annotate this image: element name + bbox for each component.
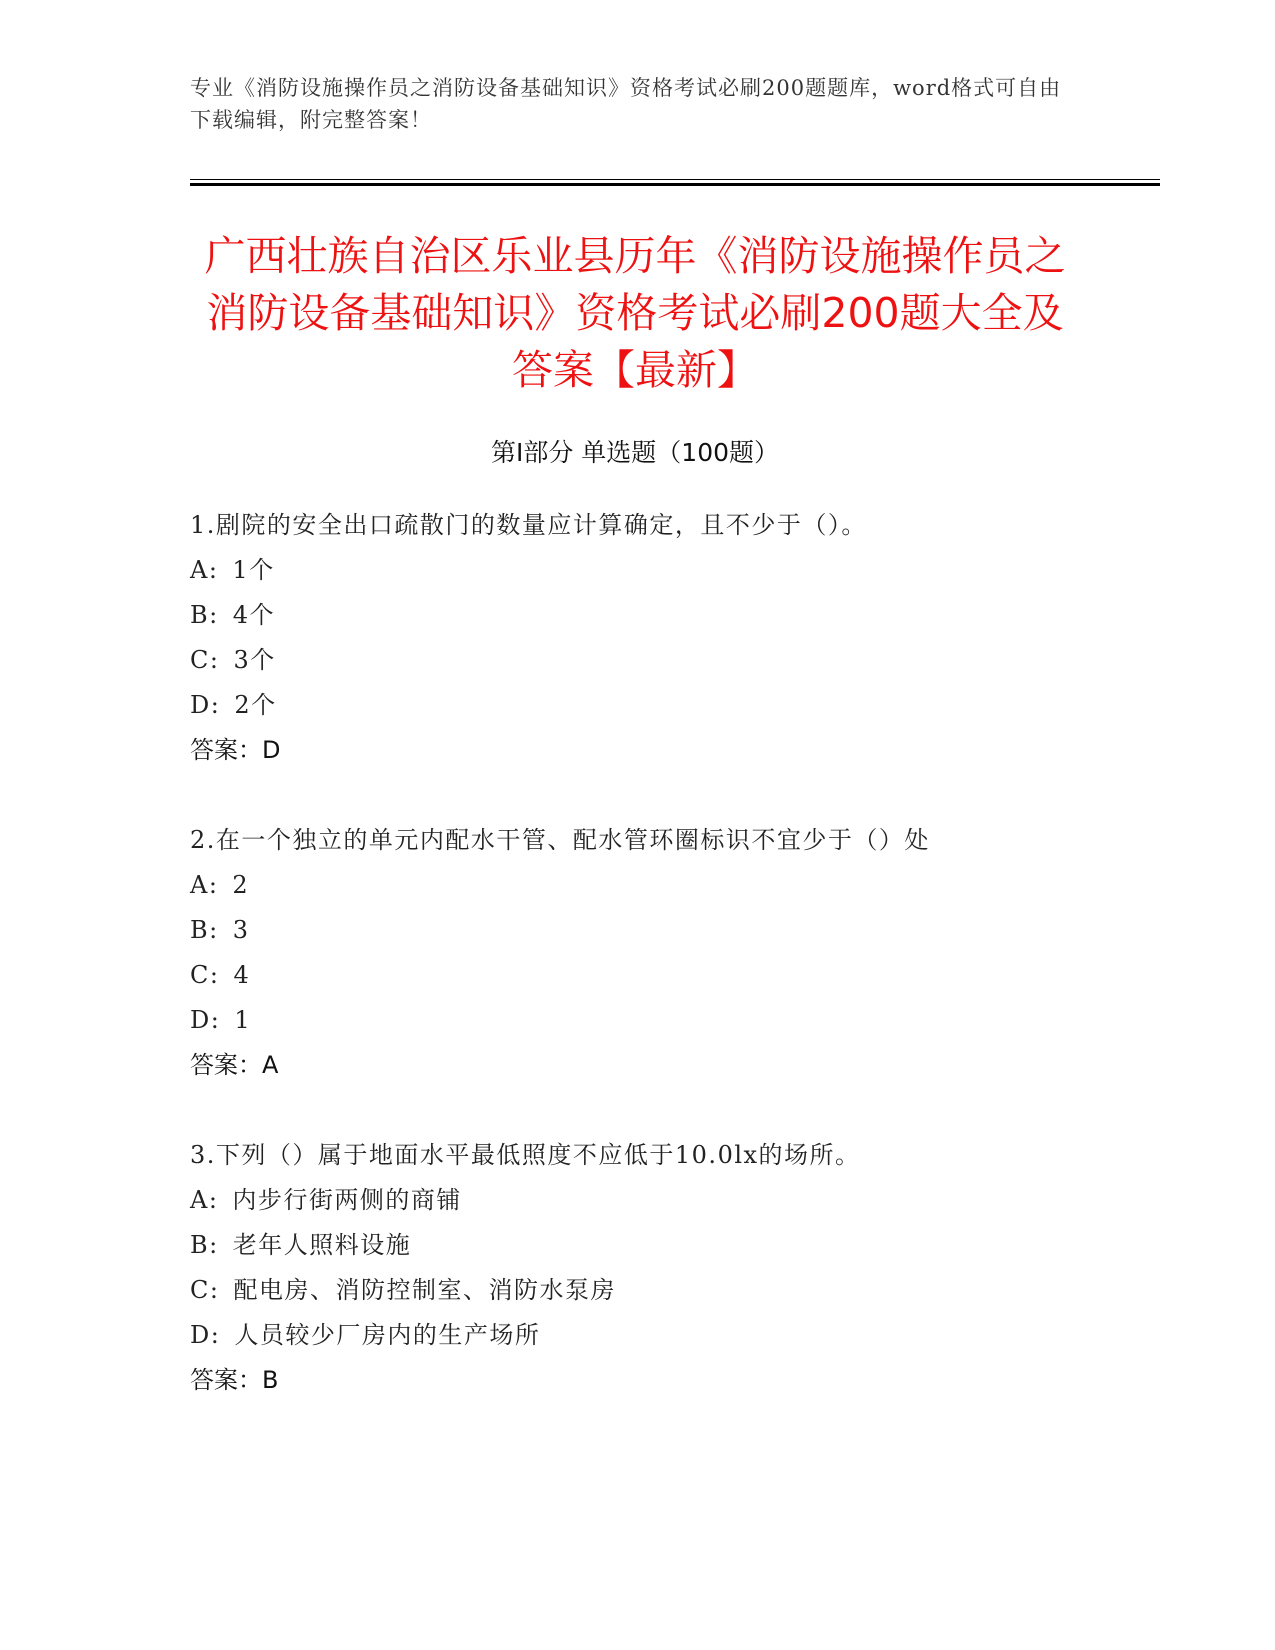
answer-line: 答案：D <box>190 736 281 764</box>
question-2 <box>190 818 1120 1088</box>
option-letter: C: <box>190 1276 220 1304</box>
option-letter: B: <box>190 916 219 944</box>
option-text: 1 <box>234 1006 252 1034</box>
option-d <box>190 683 1120 728</box>
question-1 <box>190 503 1120 773</box>
option-text: 4个 <box>232 601 276 629</box>
question-3 <box>190 1133 1120 1403</box>
option-letter: B: <box>190 1231 219 1259</box>
option-text: 3 <box>232 916 250 944</box>
option-letter: D: <box>190 1321 221 1349</box>
option-letter: A: <box>190 556 219 584</box>
document-title: 广西壮族自治区乐业县历年《消防设施操作员之消防设备基础知识》资格考试必刷200题大全及答案【最新】 <box>204 232 1066 394</box>
option-c <box>190 953 1120 998</box>
option-letter: A: <box>190 871 219 899</box>
option-b <box>190 908 1120 953</box>
header-note: 专业《消防设施操作员之消防设备基础知识》资格考试必刷200题题库，word格式可自由下载编辑，附完整答案！ <box>190 76 1062 132</box>
header-divider-thick <box>190 183 1160 186</box>
option-text: 人员较少厂房内的生产场所 <box>234 1321 541 1349</box>
option-text: 3个 <box>233 646 276 674</box>
option-text: 1个 <box>232 556 275 584</box>
option-a <box>190 1178 1120 1223</box>
section-heading: 第Ⅰ部分 单选题（100题） <box>490 438 780 467</box>
option-letter: A: <box>190 1186 219 1214</box>
option-a <box>190 548 1120 593</box>
header-divider-thin <box>190 179 1160 180</box>
option-text: 2个 <box>234 691 277 719</box>
option-letter: B: <box>190 601 219 629</box>
question-stem: 1.剧院的安全出口疏散门的数量应计算确定，且不少于（）。 <box>190 511 867 539</box>
answer-line: 答案：B <box>190 1366 279 1394</box>
option-letter: D: <box>190 1006 221 1034</box>
option-letter: D: <box>190 691 221 719</box>
option-text: 内步行街两侧的商铺 <box>232 1186 462 1214</box>
option-text: 4 <box>233 961 251 989</box>
option-d <box>190 1313 1120 1358</box>
option-c <box>190 1268 1120 1313</box>
option-letter: C: <box>190 646 220 674</box>
option-c <box>190 638 1120 683</box>
question-stem: 3.下列（）属于地面水平最低照度不应低于10.0lx的场所。 <box>190 1141 861 1169</box>
option-text: 2 <box>232 871 250 899</box>
option-a <box>190 863 1120 908</box>
option-text: 配电房、消防控制室、消防水泵房 <box>233 1276 616 1304</box>
question-stem: 2.在一个独立的单元内配水干管、配水管环圈标识不宜少于（）处 <box>190 826 930 854</box>
answer-line: 答案：A <box>190 1051 279 1079</box>
option-letter: C: <box>190 961 220 989</box>
option-b <box>190 593 1120 638</box>
option-text: 老年人照料设施 <box>232 1231 412 1259</box>
option-b <box>190 1223 1120 1268</box>
option-d <box>190 998 1120 1043</box>
